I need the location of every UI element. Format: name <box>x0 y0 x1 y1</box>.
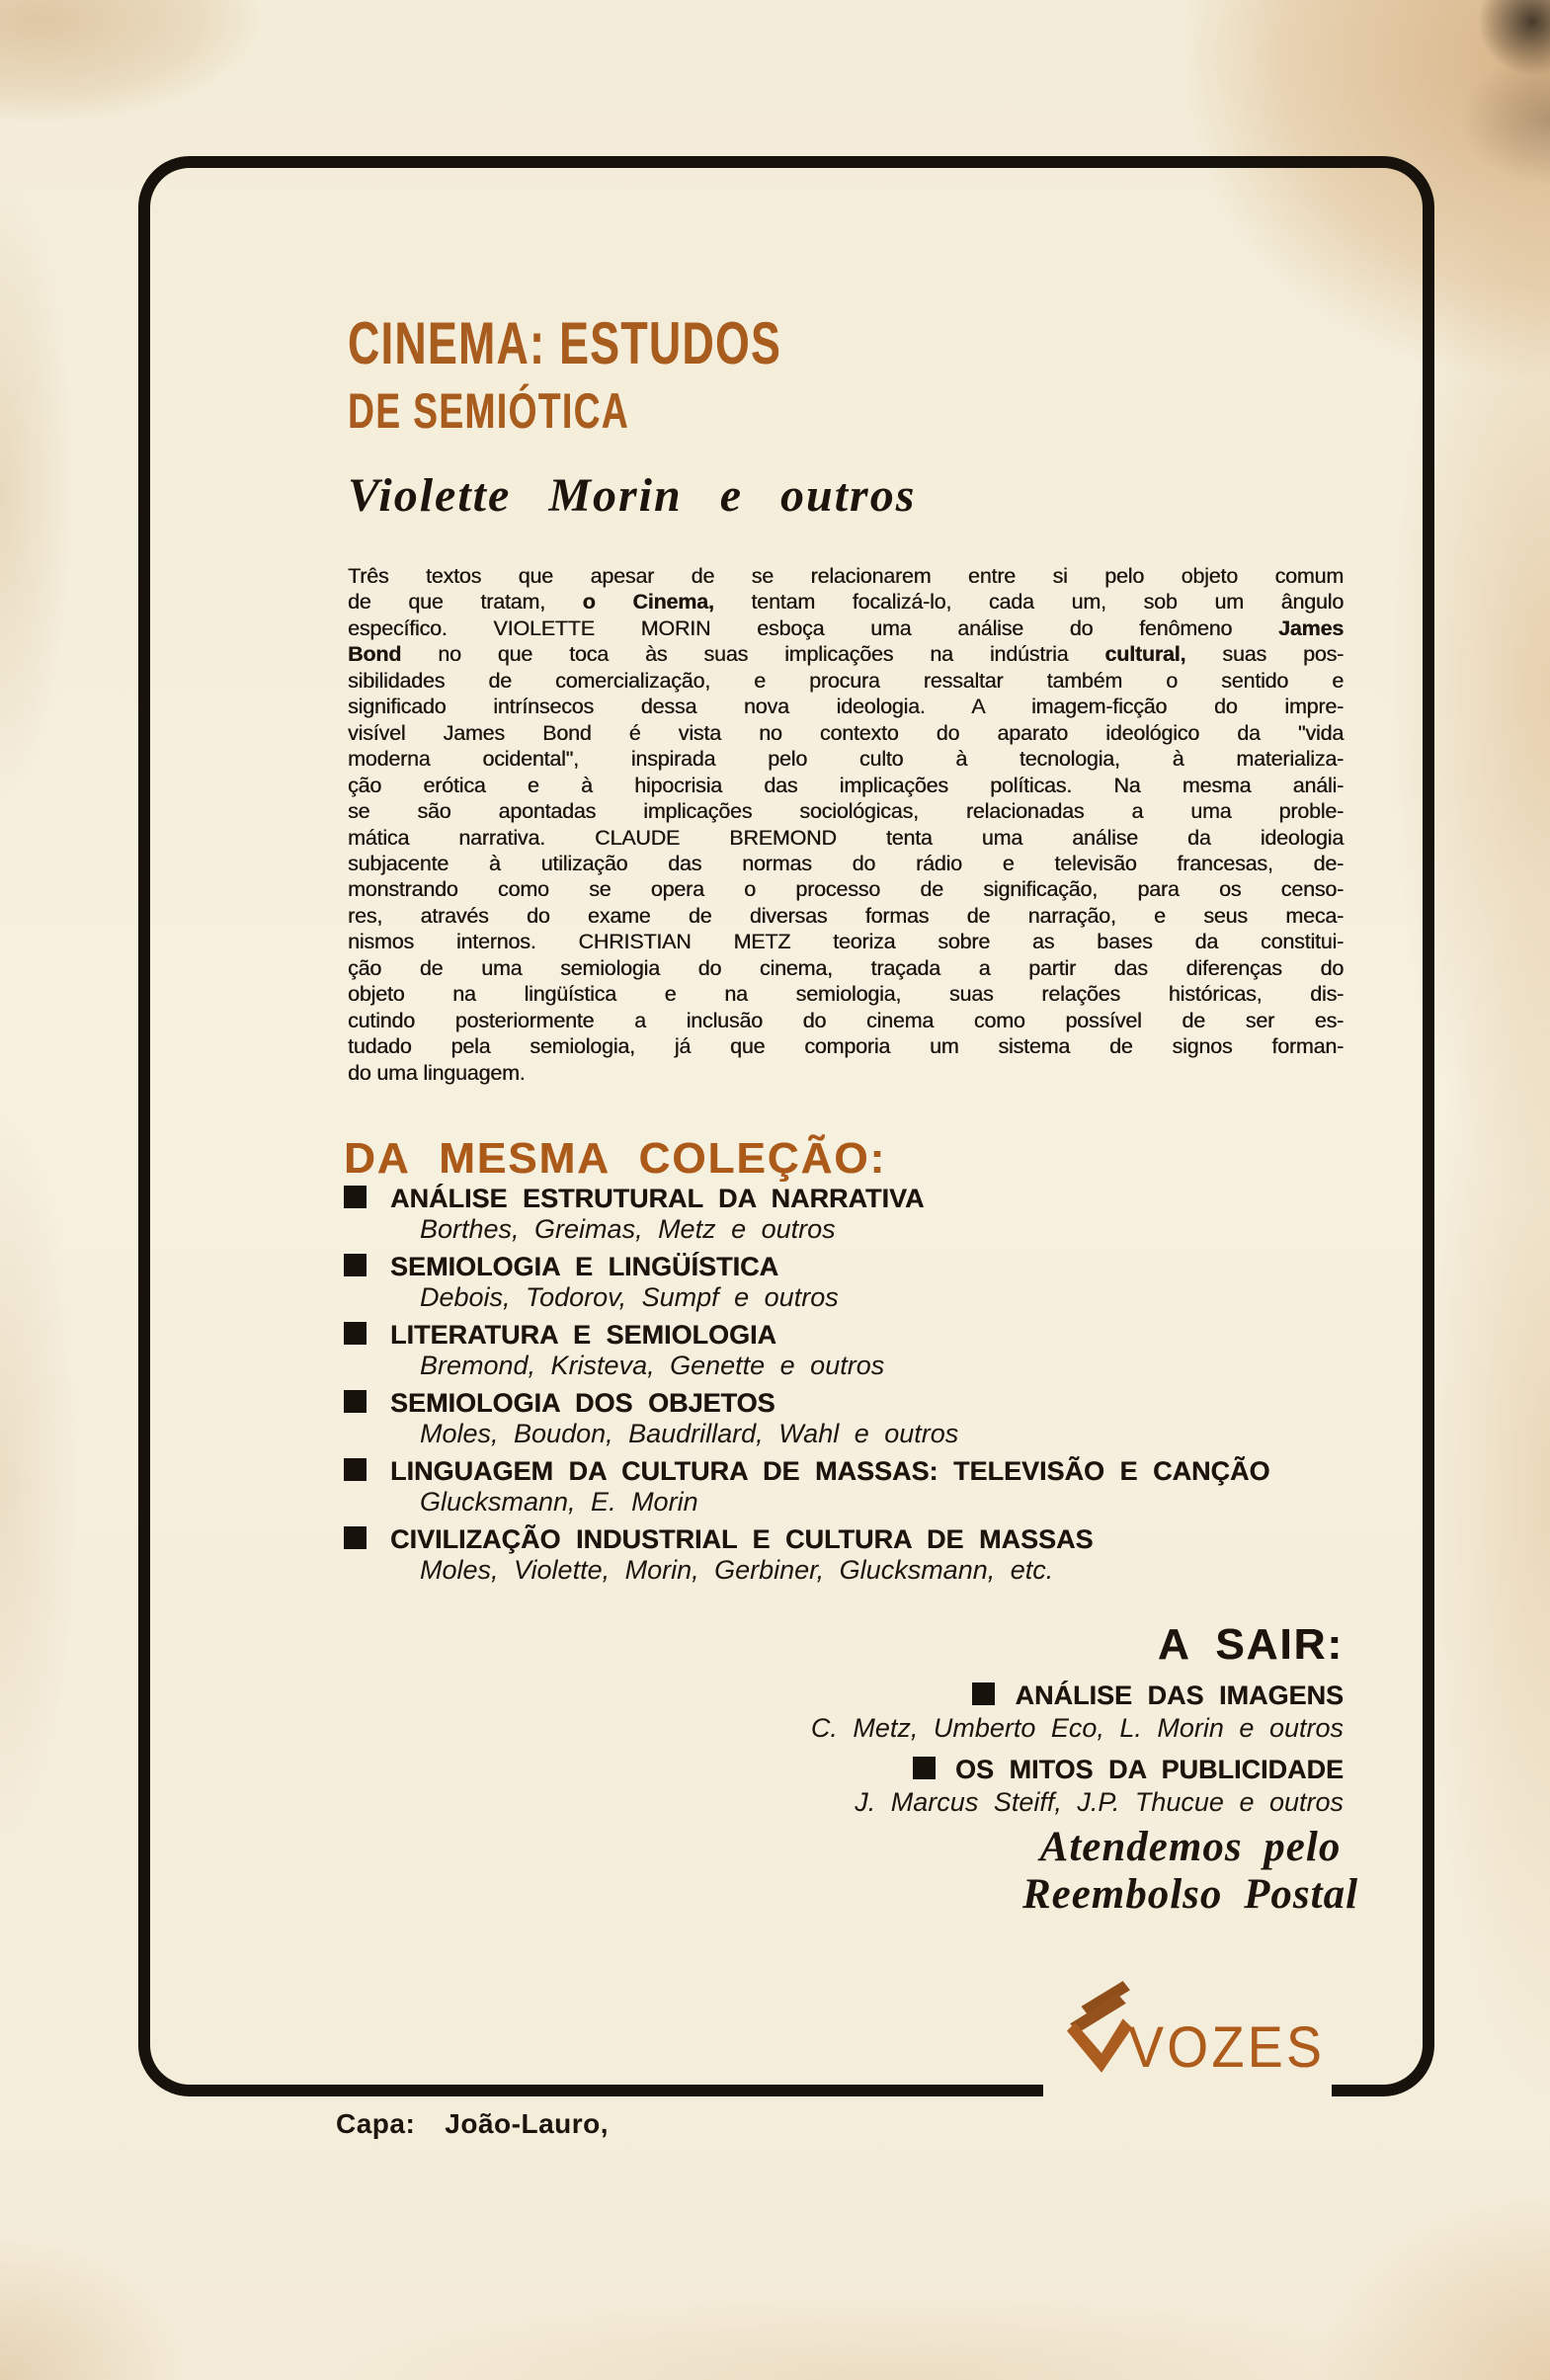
mail-order-note <box>1008 1824 1373 1919</box>
list-item-authors: J. Marcus Steiff, J.P. Thucue e outros <box>855 1787 1344 1817</box>
collection-heading: DA MESMA COLEÇÃO: <box>344 1134 887 1183</box>
author-line: Violette Morin e outros <box>348 469 917 522</box>
synopsis-line: nismos internos. CHRISTIAN METZ teoriza sobre as bases da constitui- <box>348 930 1344 954</box>
synopsis-line: tudado pela semiologia, já que comporia um sistema de signos forman- <box>348 1034 1344 1059</box>
list-item <box>811 1680 1344 1745</box>
list-item-title: LITERATURA E SEMIOLOGIA <box>390 1320 776 1350</box>
synopsis <box>348 563 1344 1086</box>
square-bullet-icon <box>972 1682 995 1705</box>
list-item-title-row <box>344 1524 1361 1555</box>
synopsis-line: res, através do exame de diversas formas de narração, e seus meca- <box>348 903 1344 928</box>
synopsis-line: mática narrativa. CLAUDE BREMOND tenta uma análise da ideologia <box>348 825 1344 850</box>
list-item <box>344 1184 1361 1245</box>
bold-phrase: Bond <box>348 642 402 667</box>
synopsis-line: específico. VIOLETTE MORIN esboça uma análise do fenômeno James <box>348 616 1344 640</box>
list-item-title-row <box>344 1252 1361 1282</box>
publisher-name: VOZES <box>1128 2015 1326 2080</box>
synopsis-line: se são apontadas implicações sociológicas, relacionadas a uma proble- <box>348 799 1344 824</box>
list-item <box>344 1252 1361 1313</box>
synopsis-line: ção erótica e à hipocrisia das implicações políticas. Na mesma análi- <box>348 773 1344 797</box>
synopsis-line: do uma linguagem. <box>348 1060 526 1085</box>
list-item-title: SEMIOLOGIA DOS OBJETOS <box>390 1388 775 1418</box>
list-item-authors: Moles, Boudon, Baudrillard, Wahl e outros <box>420 1419 959 1448</box>
synopsis-line: objeto na lingüística e na semiologia, suas relações históricas, dis- <box>348 982 1344 1007</box>
bold-phrase: cultural, <box>1104 642 1186 667</box>
list-item-title: OS MITOS DA PUBLICIDADE <box>954 1755 1344 1784</box>
list-item <box>344 1388 1361 1449</box>
list-item <box>344 1524 1361 1586</box>
list-item-authors: C. Metz, Umberto Eco, L. Morin e outros <box>810 1713 1344 1743</box>
list-item-title: ANÁLISE DAS IMAGENS <box>1015 1681 1344 1710</box>
square-bullet-icon <box>344 1526 367 1549</box>
bold-phrase: o Cinema, <box>582 590 714 615</box>
list-item <box>344 1456 1361 1518</box>
upcoming-section <box>811 1620 1344 1819</box>
list-item-title-row <box>344 1320 1361 1351</box>
book-title-line-2: DE SEMIÓTICA <box>348 383 630 439</box>
book-title-line-1: CINEMA: ESTUDOS <box>348 310 782 376</box>
list-item-authors: Bremond, Kristeva, Genette e outros <box>420 1351 885 1380</box>
synopsis-line: significado intrínsecos dessa nova ideologia. A imagem-ficção do impre- <box>348 695 1344 719</box>
square-bullet-icon <box>344 1458 367 1481</box>
list-item-authors: Borthes, Greimas, Metz e outros <box>420 1214 836 1244</box>
list-item-title-row <box>344 1184 1361 1214</box>
cover-credit-label: Capa: <box>336 2108 416 2139</box>
list-item <box>344 1320 1361 1381</box>
cover-credit <box>336 2108 609 2140</box>
publisher-logo <box>1067 1976 1363 2144</box>
synopsis-line: visível James Bond é vista no contexto do aparato ideológico da "vida <box>348 720 1344 745</box>
upcoming-heading: A SAIR: <box>1157 1620 1344 1669</box>
synopsis-line: de que tratam, o Cinema, tentam focalizá-lo, cada um, sob um ângulo <box>348 590 1344 615</box>
cover-credit-value: João-Lauro, <box>445 2108 610 2139</box>
mail-order-line-2: Reembolso Postal <box>1021 1871 1359 1918</box>
list-item-title-row <box>344 1456 1361 1487</box>
vozes-chevron-logo-icon <box>1067 1980 1132 2076</box>
collection-list <box>344 1184 1361 1593</box>
mail-order-line-1: Atendemos pelo <box>1039 1824 1342 1870</box>
list-item-authors: Moles, Violette, Morin, Gerbiner, Glucksmann, etc. <box>420 1555 1054 1585</box>
list-item-authors: Debois, Todorov, Sumpf e outros <box>420 1282 839 1312</box>
list-item-title-row <box>344 1388 1361 1419</box>
list-item-title: LINGUAGEM DA CULTURA DE MASSAS: TELEVISÃO E CANÇÃO <box>390 1456 1270 1486</box>
square-bullet-icon <box>913 1757 936 1779</box>
synopsis-line: moderna ocidental", inspirada pelo culto à tecnologia, à materializa- <box>348 747 1344 772</box>
list-item-title-row <box>811 1754 1344 1786</box>
bold-phrase: James <box>1278 616 1344 640</box>
upcoming-list <box>811 1680 1344 1819</box>
synopsis-line: ção de uma semiologia do cinema, traçada a partir das diferenças do <box>348 955 1344 980</box>
synopsis-line: monstrando como se opera o processo de significação, para os censo- <box>348 877 1344 902</box>
list-item-title: CIVILIZAÇÃO INDUSTRIAL E CULTURA DE MASSAS <box>390 1524 1094 1554</box>
list-item-title: SEMIOLOGIA E LINGÜÍSTICA <box>390 1252 779 1281</box>
synopsis-line: Três textos que apesar de se relacionarem entre si pelo objeto comum <box>348 564 1344 588</box>
list-item <box>811 1754 1344 1819</box>
synopsis-line: subjacente à utilização das normas do rádio e televisão francesas, de- <box>348 851 1344 875</box>
list-item-title-row <box>811 1680 1344 1712</box>
list-item-authors: Glucksmann, E. Morin <box>420 1487 698 1517</box>
synopsis-line: Bond no que toca às suas implicações na indústria cultural, suas pos- <box>348 642 1345 667</box>
synopsis-line: cutindo posteriormente a inclusão do cinema como possível de ser es- <box>348 1008 1344 1032</box>
synopsis-line: sibilidades de comercialização, e procura ressaltar também o sentido e <box>348 668 1344 693</box>
square-bullet-icon <box>344 1186 367 1208</box>
book-title <box>348 306 781 441</box>
list-item-title: ANÁLISE ESTRUTURAL DA NARRATIVA <box>390 1184 925 1213</box>
square-bullet-icon <box>344 1254 367 1276</box>
square-bullet-icon <box>344 1390 367 1413</box>
square-bullet-icon <box>344 1322 367 1345</box>
